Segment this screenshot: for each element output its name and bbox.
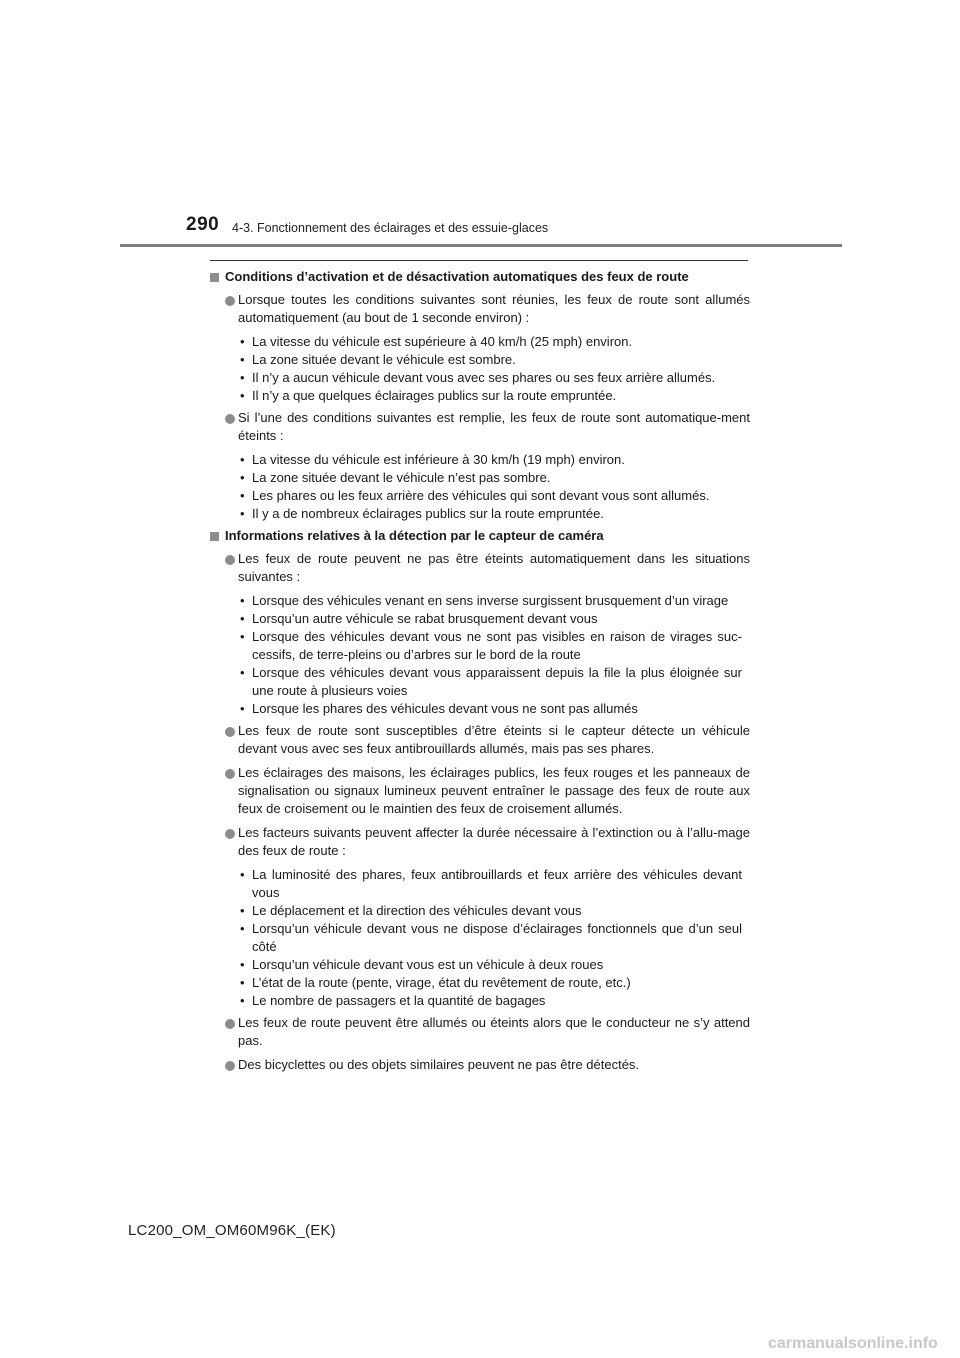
- bullet-text: Les feux de route peuvent être allumés ou éteints alors que le conducteur ne s’y attend pas.: [238, 1015, 750, 1048]
- sub-list: [210, 333, 750, 405]
- bullet-item: [210, 1014, 750, 1050]
- section-heading-text: Informations relatives à la détection par le capteur de caméra: [225, 528, 604, 543]
- sub-list: [210, 866, 750, 1010]
- circle-bullet-icon: [225, 296, 235, 306]
- sub-list-item: • Le nombre de passagers et la quantité de bagages: [240, 993, 546, 1008]
- circle-bullet-icon: [225, 727, 235, 737]
- bullet-text: Les feux de route peuvent ne pas être éteints automatiquement dans les situations suivantes :: [238, 551, 750, 584]
- sub-list-item: • Lorsque des véhicules devant vous ne sont pas visibles en raison de virages suc-cessifs, de terre-pleins ou d’arbres sur le bord de la route: [240, 629, 742, 662]
- bullet-text: Lorsque toutes les conditions suivantes sont réunies, les feux de route sont allumés automatiquement (au bout de 1 seconde environ) :: [238, 292, 750, 325]
- header-title: 4-3. Fonctionnement des éclairages et des essuie-glaces: [232, 221, 549, 235]
- bullet-item: [210, 764, 750, 818]
- sub-list-item: • La vitesse du véhicule est supérieure à 40 km/h (25 mph) environ.: [240, 334, 633, 349]
- sub-list-item: • Lorsqu’un autre véhicule se rabat brusquement devant vous: [240, 611, 598, 626]
- sub-list-item: • La zone située devant le véhicule n’est pas sombre.: [240, 470, 551, 485]
- section-heading-text: Conditions d’activation et de désactivation automatiques des feux de route: [225, 269, 689, 284]
- section-heading: [210, 527, 750, 545]
- circle-bullet-icon: [225, 1061, 235, 1071]
- circle-bullet-icon: [225, 769, 235, 779]
- bullet-item: [210, 1056, 750, 1074]
- section-auto-high-beam: [210, 268, 750, 523]
- square-bullet-icon: [210, 273, 219, 282]
- section-heading: [210, 268, 750, 286]
- sub-list-item: • La zone située devant le véhicule est sombre.: [240, 352, 516, 367]
- bullet-text: Les éclairages des maisons, les éclairages publics, les feux rouges et les panneaux de signalisation ou signaux lumineux peuvent entraîner le passage des feux de route aux feux de croisement ou le maintien des feux de croisement allumés.: [238, 765, 750, 816]
- bullet-item: [210, 291, 750, 327]
- circle-bullet-icon: [225, 1019, 235, 1029]
- circle-bullet-icon: [225, 555, 235, 565]
- header-divider: [120, 244, 842, 247]
- bullet-item: [210, 409, 750, 445]
- sub-list: [210, 451, 750, 523]
- section-camera-sensor: [210, 527, 750, 1074]
- sub-list: [210, 592, 750, 718]
- bullet-item: [210, 722, 750, 758]
- sub-list-item: • Il n’y a aucun véhicule devant vous avec ses phares ou ses feux arrière allumés.: [240, 370, 716, 385]
- bullet-text: Des bicyclettes ou des objets similaires peuvent ne pas être détectés.: [238, 1057, 640, 1072]
- sub-list-item: • Les phares ou les feux arrière des véhicules qui sont devant vous sont allumés.: [240, 488, 710, 503]
- bullet-item: [210, 824, 750, 860]
- circle-bullet-icon: [225, 829, 235, 839]
- square-bullet-icon: [210, 532, 219, 541]
- sub-list-item: • Lorsqu’un véhicule devant vous est un véhicule à deux roues: [240, 957, 604, 972]
- bullet-text: Les facteurs suivants peuvent affecter la durée nécessaire à l’extinction ou à l’allu-mage des feux de route :: [238, 825, 750, 858]
- sub-list-item: • Lorsque des véhicules devant vous apparaissent depuis la file la plus éloignée sur une route à plusieurs voies: [240, 665, 742, 698]
- watermark: carmanualsonline.info: [768, 1335, 938, 1352]
- sub-list-item: • Lorsqu’un véhicule devant vous ne dispose d’éclairages fonctionnels que d’un seul côté: [240, 921, 742, 954]
- sub-list-item: • Il n’y a que quelques éclairages publics sur la route empruntée.: [240, 388, 617, 403]
- content-divider: [210, 260, 748, 261]
- content-body: [210, 268, 750, 1080]
- sub-list-item: • La luminosité des phares, feux antibrouillards et feux arrière des véhicules devant vous: [240, 867, 742, 900]
- bullet-item: [210, 550, 750, 586]
- page-number: 290: [186, 214, 220, 235]
- circle-bullet-icon: [225, 414, 235, 424]
- sub-list-item: • La vitesse du véhicule est inférieure à 30 km/h (19 mph) environ.: [240, 452, 625, 467]
- bullet-text: Si l’une des conditions suivantes est remplie, les feux de route sont automatique-ment éteints :: [238, 410, 750, 443]
- sub-list-item: • Le déplacement et la direction des véhicules devant vous: [240, 903, 582, 918]
- footer-document-code: LC200_OM_OM60M96K_(EK): [128, 1222, 336, 1239]
- sub-list-item: • L’état de la route (pente, virage, état du revêtement de route, etc.): [240, 975, 631, 990]
- sub-list-item: • Lorsque les phares des véhicules devant vous ne sont pas allumés: [240, 701, 638, 716]
- bullet-text: Les feux de route sont susceptibles d’être éteints si le capteur détecte un véhicule devant vous avec ses feux antibrouillards allumés, mais pas ses phares.: [238, 723, 750, 756]
- sub-list-item: • Lorsque des véhicules venant en sens inverse surgissent brusquement d’un virage: [240, 593, 729, 608]
- sub-list-item: • Il y a de nombreux éclairages publics sur la route empruntée.: [240, 506, 604, 521]
